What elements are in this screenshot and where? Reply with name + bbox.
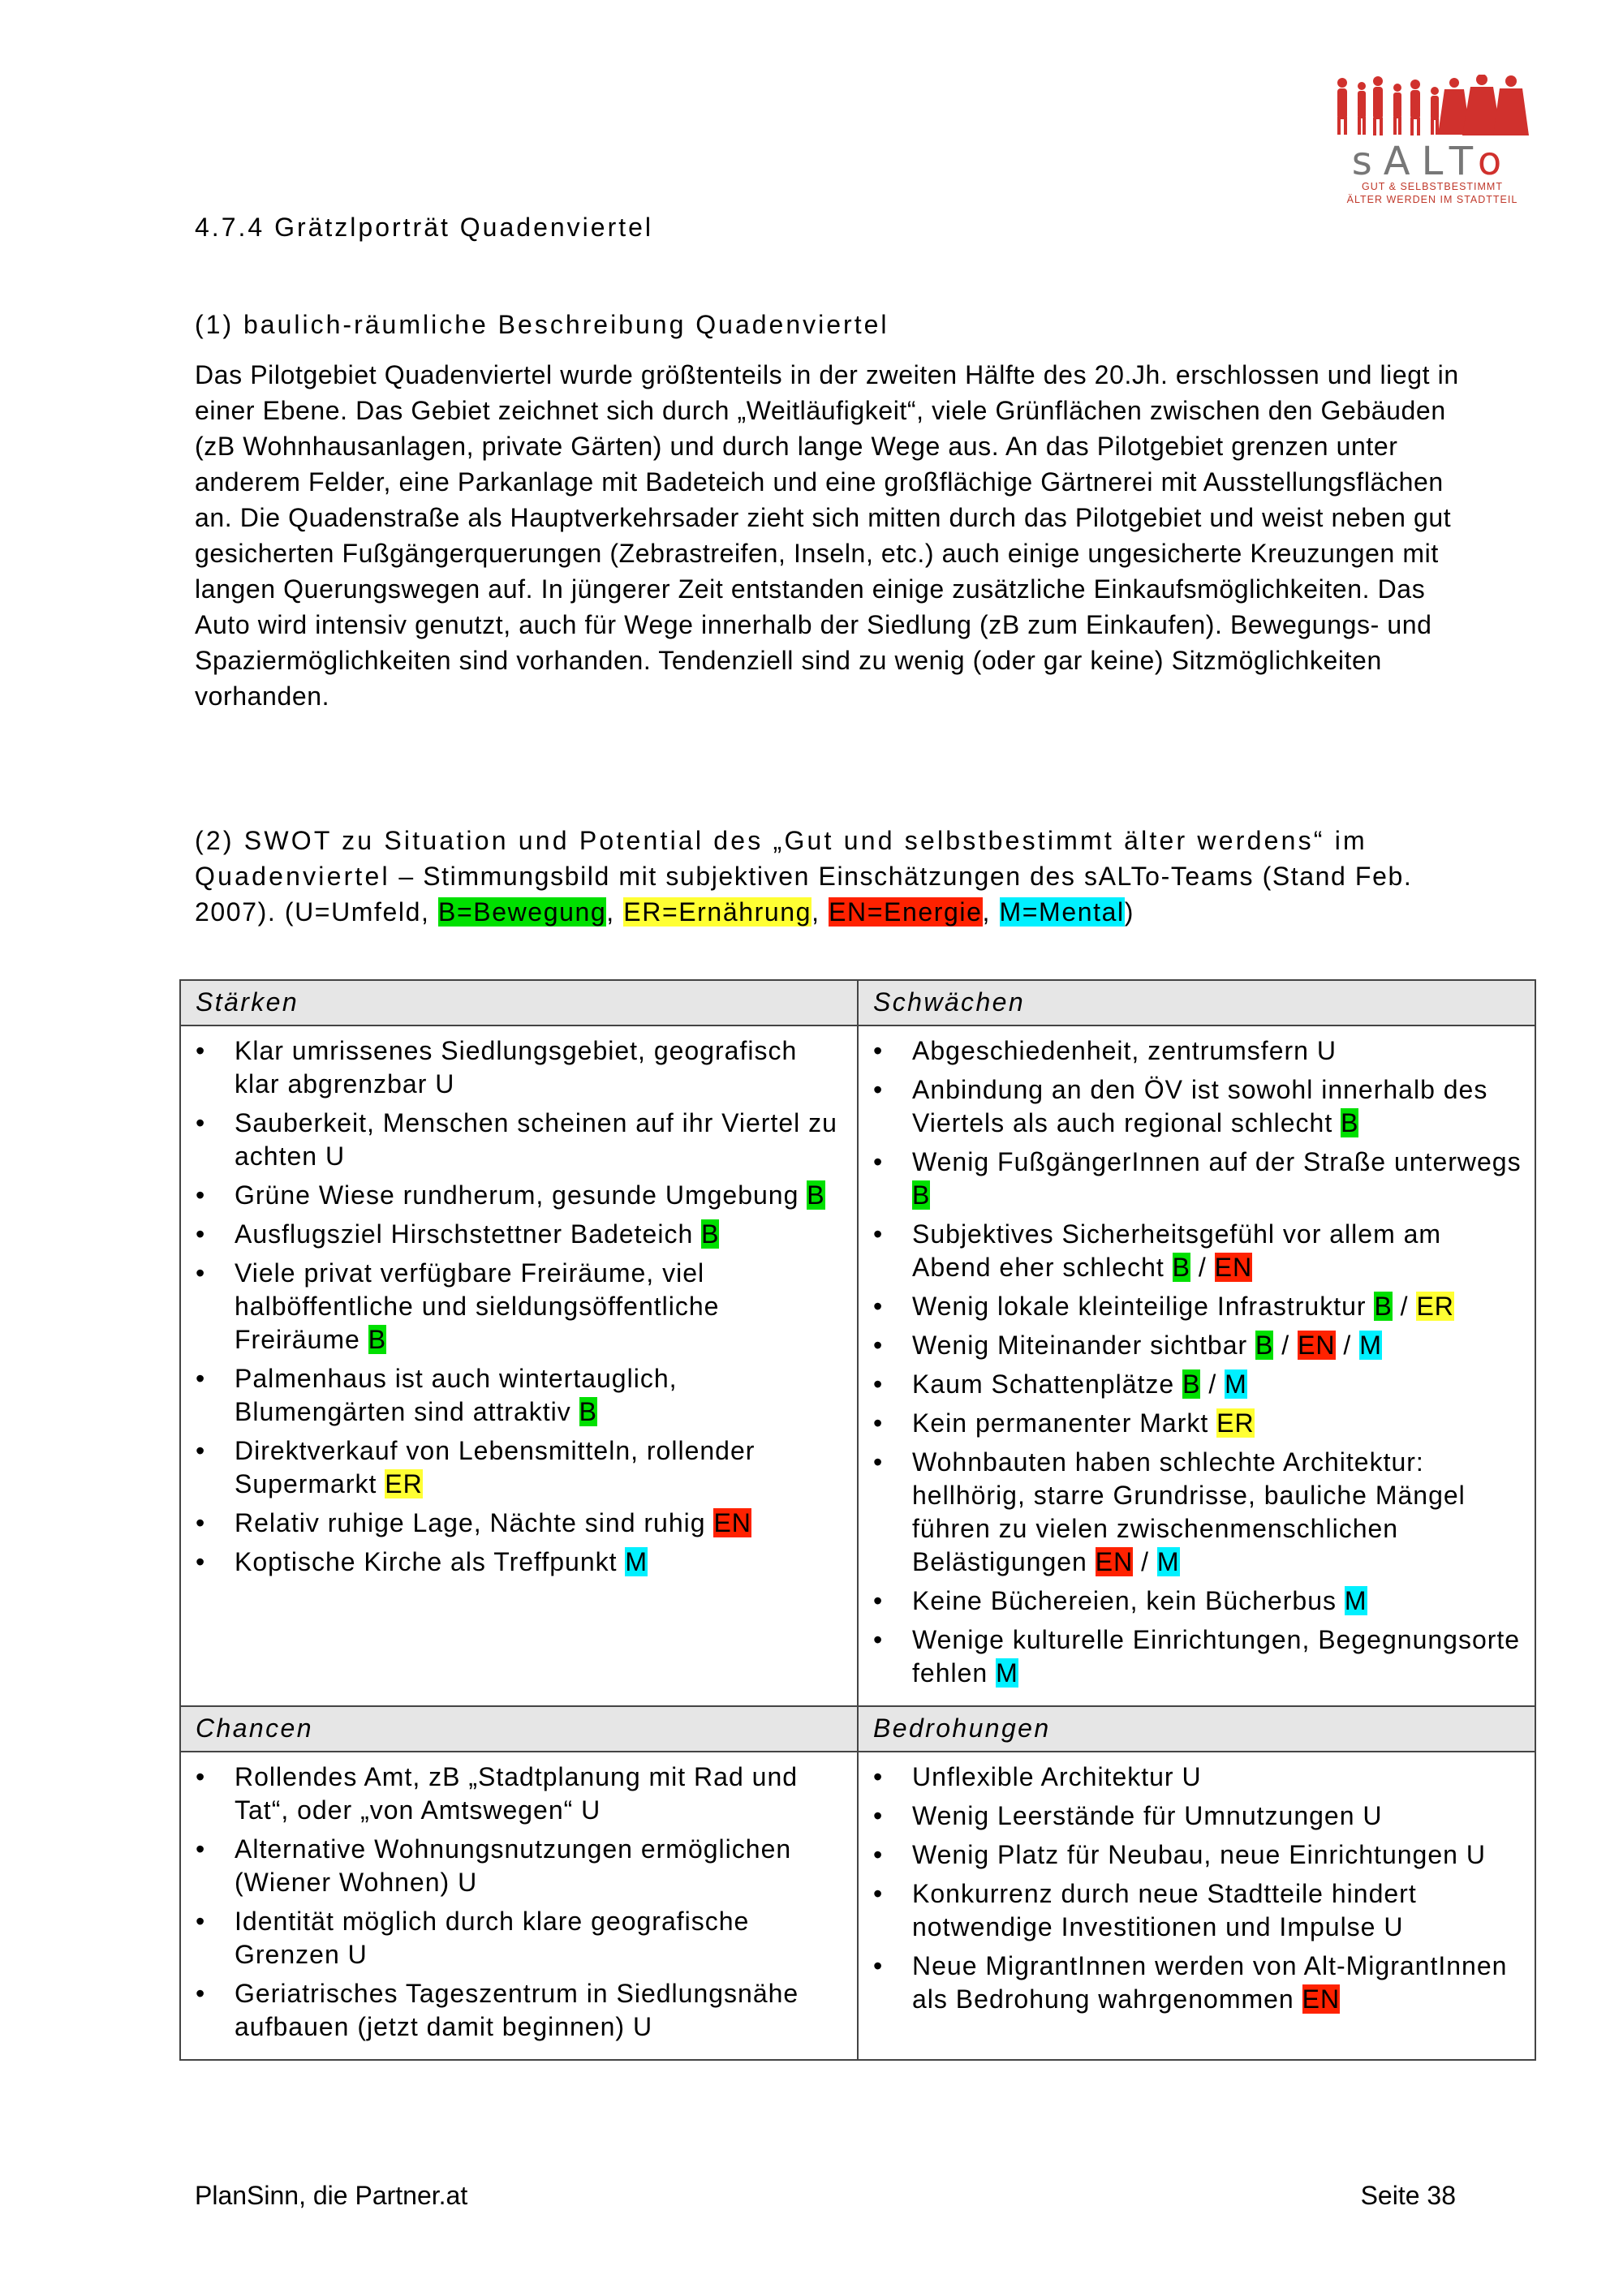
item-text: Viele privat verfügbare Freiräume, viel halböffentliche und sieldungsöffentliche Freiräume: [235, 1258, 720, 1354]
weaknesses-header: Schwächen: [858, 980, 1535, 1025]
list-item: [181, 1905, 849, 1971]
legend-energie: EN=Energie: [829, 897, 983, 927]
legend-mental: M=Mental: [999, 897, 1125, 927]
list-item: [859, 1877, 1526, 1944]
list-item: [181, 1546, 849, 1579]
list-item: [181, 1977, 849, 2044]
item-text: Kaum Schattenplätze: [912, 1369, 1175, 1399]
footer-source: PlanSinn, die Partner.at: [195, 2181, 468, 2210]
swot-intro-rest: – Stimmungsbild mit subjektiven Einschätzungen des sALTo-Teams (Stand Feb. 2007). (U=Umfeld,: [195, 862, 1413, 927]
strengths-cell: [180, 1025, 858, 1706]
tag-b: B: [701, 1219, 720, 1249]
strengths-header: Stärken: [180, 980, 858, 1025]
opportunities-cell: [180, 1752, 858, 2060]
item-text: Alternative Wohnungsnutzungen ermöglichen (Wiener Wohnen) U: [235, 1834, 792, 1897]
tag-m: M: [996, 1658, 1018, 1688]
opportunities-header: Chancen: [180, 1706, 858, 1752]
subsection-1-title: (1) baulich-räumliche Beschreibung Quadenviertel: [195, 310, 889, 339]
tag-b: B: [1341, 1108, 1359, 1137]
swot-intro-title: (2) SWOT zu Situation und Potential des „Gut und selbstbestimmt älter werdens“ im Quadenviertel: [195, 826, 1367, 891]
page-number: Seite 38: [1360, 2181, 1456, 2210]
item-text: Wenige kulturelle Einrichtungen, Begegnungsorte fehlen: [912, 1625, 1521, 1688]
tag-en: EN: [1095, 1547, 1134, 1576]
item-text: Unflexible Architektur U: [912, 1762, 1202, 1791]
tag-b: B: [1374, 1292, 1393, 1321]
strengths-list: [181, 1034, 849, 1579]
list-item: [859, 1584, 1526, 1618]
opportunities-list: [181, 1761, 849, 2044]
tag-m: M: [1156, 1547, 1180, 1576]
list-item: [181, 1761, 849, 1827]
list-item: [181, 1362, 849, 1429]
tag-en: EN: [1214, 1253, 1253, 1282]
list-item: • Subjektives Sicherheitsgefühl vor allem am Abend eher schlecht B / EN: [859, 1218, 1526, 1284]
threats-list: [859, 1761, 1526, 2016]
logo-subtitle-2: ÄLTER WERDEN IM STADTTEIL: [1346, 194, 1518, 205]
list-item: [859, 1799, 1526, 1833]
area-description: Das Pilotgebiet Quadenviertel wurde größtenteils in der zweiten Hälfte des 20.Jh. erschlossen und liegt in einer Ebene. Das Gebiet zeichnet sich durch „Weitläufigkeit“, viele Grünflächen zwischen den Gebäuden (zB Wohnhausanlagen, private Gärten) und durch lange Wege aus. An das Pilotgebiet grenzen unter anderem Felder, eine Parkanlage mit Badeteich und eine großflächige Gärtnerei mit Ausstellungsflächen an. Die Quadenstraße als Hauptverkehrsader zieht sich mitten durch das Pilotgebiet und weist neben gut gesicherten Fußgängerquerungen (Zebrastreifen, Inseln, etc.) auch einige ungesicherte Kreuzungen mit langen Querungswegen auf. In jüngerer Zeit entstanden einige zusätzliche Einkaufsmöglichkeiten. Das Auto wird intensiv genutzt, auch für Wege innerhalb der Siedlung (zB zum Einkaufen). Bewegungs- und Spaziermöglichkeiten sind vorhanden. Tendenziell sind zu wenig (oder gar keine) Sitzmöglichkeiten vorhanden.: [195, 360, 1459, 711]
item-text: Sauberkeit, Menschen scheinen auf ihr Viertel zu achten U: [235, 1108, 837, 1171]
item-text: Koptische Kirche als Treffpunkt: [235, 1547, 618, 1576]
tag-en: EN: [1302, 1984, 1341, 2014]
item-text: Wenig Platz für Neubau, neue Einrichtungen U: [912, 1840, 1486, 1869]
list-item: [859, 1623, 1526, 1690]
item-text: Identität möglich durch klare geografische Grenzen U: [235, 1907, 750, 1969]
tag-m: M: [1344, 1586, 1367, 1615]
list-item: • Kaum Schattenplätze B / M: [859, 1368, 1526, 1401]
swot-intro: [195, 823, 1461, 930]
list-item: [859, 1073, 1526, 1140]
swot-table: [179, 979, 1536, 2061]
tag-er: ER: [1416, 1292, 1454, 1321]
item-text: Anbindung an den ÖV ist sowohl innerhalb des Viertels als auch regional schlecht: [912, 1075, 1488, 1137]
item-text: Klar umrissenes Siedlungsgebiet, geografisch klar abgrenzbar U: [235, 1036, 798, 1099]
salto-logo: [1331, 75, 1534, 204]
item-text: Wenig Miteinander sichtbar: [912, 1331, 1248, 1360]
item-text: Wenig Leerstände für Umnutzungen U: [912, 1801, 1383, 1830]
list-item: [859, 1146, 1526, 1212]
tag-en: EN: [713, 1508, 751, 1537]
item-text: Subjektives Sicherheitsgefühl vor allem am Abend eher schlecht: [912, 1219, 1442, 1282]
tag-b: B: [579, 1397, 597, 1426]
list-item: [859, 1761, 1526, 1794]
item-text: Wenig lokale kleinteilige Infrastruktur: [912, 1292, 1367, 1321]
list-item: [181, 1833, 849, 1899]
tag-b: B: [912, 1180, 931, 1210]
list-item: [859, 1838, 1526, 1872]
tag-b: B: [1182, 1369, 1201, 1399]
list-item: [181, 1218, 849, 1251]
item-text: Wenig FußgängerInnen auf der Straße unterwegs: [912, 1147, 1522, 1176]
legend-close: ): [1124, 897, 1134, 927]
tag-b: B: [368, 1325, 387, 1354]
list-item: • Wenig lokale kleinteilige Infrastruktur B / ER: [859, 1290, 1526, 1323]
item-text: Abgeschiedenheit, zentrumsfern U: [912, 1036, 1337, 1065]
tag-b: B: [1255, 1331, 1274, 1360]
legend-sep: ,: [812, 897, 820, 927]
logo-subtitle-1: GUT & SELBSTBESTIMMT: [1362, 181, 1503, 192]
list-item: [181, 1257, 849, 1357]
list-item: [859, 1950, 1526, 2016]
logo-wordmark: sALTo: [1351, 139, 1513, 184]
threats-cell: [858, 1752, 1535, 2060]
tag-m: M: [625, 1547, 648, 1576]
section-title: 4.7.4 Grätzlporträt Quadenviertel: [195, 213, 654, 242]
item-text: Direktverkauf von Lebensmitteln, rollender Supermarkt: [235, 1436, 756, 1498]
item-text: Wohnbauten haben schlechte Architektur: hellhörig, starre Grundrisse, bauliche Mängel führen zu vielen zwischenmenschlichen Belästigungen: [912, 1447, 1466, 1576]
threats-header: Bedrohungen: [858, 1706, 1535, 1752]
list-item: [181, 1507, 849, 1540]
tag-er: ER: [385, 1469, 423, 1498]
item-text: Ausflugsziel Hirschstettner Badeteich: [235, 1219, 694, 1249]
item-text: Relativ ruhige Lage, Nächte sind ruhig: [235, 1508, 706, 1537]
list-item: [181, 1034, 849, 1101]
tag-m: M: [1225, 1369, 1247, 1399]
legend-ernaehrung: ER=Ernährung: [623, 897, 812, 927]
weaknesses-list: [859, 1034, 1526, 1690]
weaknesses-cell: [858, 1025, 1535, 1706]
item-text: Kein permanenter Markt: [912, 1408, 1209, 1438]
item-text: Konkurrenz durch neue Stadtteile hindert notwendige Investitionen und Impulse U: [912, 1879, 1417, 1941]
tag-er: ER: [1216, 1408, 1255, 1438]
item-text: Keine Büchereien, kein Bücherbus: [912, 1586, 1337, 1615]
item-text: Neue MigrantInnen werden von Alt-MigrantInnen als Bedrohung wahrgenommen: [912, 1951, 1508, 2014]
tag-b: B: [1172, 1253, 1190, 1282]
tag-en: EN: [1298, 1331, 1336, 1360]
list-item: [859, 1034, 1526, 1068]
item-text: Rollendes Amt, zB „Stadtplanung mit Rad und Tat“, oder „von Amtswegen“ U: [235, 1762, 799, 1825]
item-text: Palmenhaus ist auch wintertauglich, Blumengärten sind attraktiv: [235, 1364, 678, 1426]
list-item: [181, 1434, 849, 1501]
legend-sep: ,: [606, 897, 615, 927]
list-item: • Wohnbauten haben schlechte Architektur: hellhörig, starre Grundrisse, bauliche Mängel führen zu vielen zwischenmenschlichen Belästigungen EN / M: [859, 1446, 1526, 1579]
legend-bewegung: B=Bewegung: [438, 897, 607, 927]
item-text: Grüne Wiese rundherum, gesunde Umgebung: [235, 1180, 799, 1210]
tag-b: B: [807, 1180, 825, 1210]
item-text: Geriatrisches Tageszentrum in Siedlungsnähe aufbauen (jetzt damit beginnen) U: [235, 1979, 799, 2041]
list-item: [181, 1107, 849, 1173]
list-item: [181, 1179, 849, 1212]
list-item: • Wenig Miteinander sichtbar B / EN / M: [859, 1329, 1526, 1362]
legend-sep: ,: [982, 897, 992, 927]
list-item: [859, 1407, 1526, 1440]
tag-m: M: [1359, 1331, 1382, 1360]
people-figures-icon: [1331, 75, 1534, 140]
